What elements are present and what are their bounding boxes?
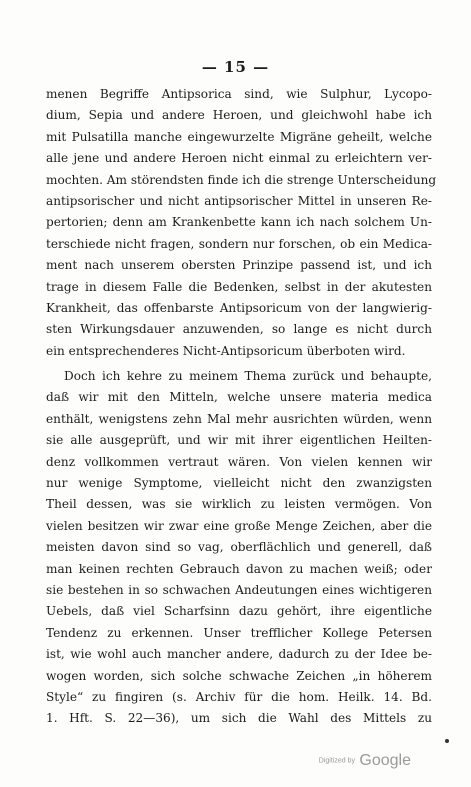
text-line: 1. Hft. S. 22—36), um sich die Wahl des Mittels zu <box>46 711 432 726</box>
text-line: sie bestehen in so schwachen Andeutungen eines wichtigeren <box>46 582 432 597</box>
text-line: daß wir mit den Mitteln, welche unsere materia medica <box>46 390 432 405</box>
google-logo: Google <box>359 752 411 769</box>
ink-mark <box>445 739 449 743</box>
text-line: Tendenz zu erkennen. Unser trefflicher Kollege Petersen <box>46 625 432 640</box>
text-line: meisten davon sind so vag, oberflächlich und generell, daß <box>46 540 432 555</box>
text-line: ist, wie wohl auch mancher andere, dadurch zu der Idee be- <box>46 647 432 662</box>
text-line: vielen besitzen wir zwar eine große Menge Zeichen, aber die <box>46 518 432 533</box>
text-line: Uebels, daß viel Scharfsinn dazu gehört, ihre eigentliche <box>46 604 432 619</box>
text-line: Theil dessen, was sie wirklich zu leisten vermögen. Von <box>46 497 432 512</box>
text-line: Krankheit, das offenbarste Antipsoricum von der langwierig- <box>46 300 432 315</box>
text-line: sten Wirkungsdauer anzuwenden, so lange es nicht durch <box>46 322 432 337</box>
text-line: ein entsprechenderes Nicht-Antipsoricum überboten wird. <box>46 343 406 358</box>
page-number: — 15 — <box>201 58 270 76</box>
text-line: enthält, wenigstens zehn Mal mehr ausrichten würden, wenn <box>46 411 432 426</box>
text-line: ment nach unserem obersten Prinzipe passend ist, und ich <box>46 258 432 273</box>
text-line: pertorien; denn am Krankenbette kann ich nach solchem Un- <box>46 215 432 230</box>
text-line: sie alle ausgeprüft, und wir mit ihrer eigentlichen Heilten- <box>46 433 432 448</box>
page-body <box>46 84 437 730</box>
text-line: denz vollkommen vertraut wären. Von vielen kennen wir <box>46 454 432 469</box>
text-line: menen Begriffe Antipsorica sind, wie Sulphur, Lycopo- <box>46 87 432 101</box>
text-line: man keinen rechten Gebrauch davon zu machen weiß; oder <box>46 561 432 576</box>
text-line: Doch ich kehre zu meinem Thema zurück und behaupte, <box>64 369 432 384</box>
text-line: dium, Sepia und andere Heroen, und gleichwohl habe ich <box>46 108 432 123</box>
text-line: Style“ zu fingiren (s. Archiv für die hom. Heilk. 14. Bd. <box>46 689 432 704</box>
paragraph-2 <box>46 366 432 730</box>
text-line: terschiede nicht fragen, sondern nur forschen, ob ein Medica- <box>46 236 432 251</box>
text-line: antipsorischer und nicht antipsorischer Mittel in unseren Re- <box>46 193 432 208</box>
paragraph-1 <box>46 84 437 362</box>
text-line: wogen worden, sich solche schwache Zeichen „in höherem <box>46 668 432 683</box>
text-line: mochten. Am störendsten finde ich die strenge Unterscheidung <box>46 172 437 187</box>
text-line: nur wenige Symptome, vielleicht nicht den zwanzigsten <box>46 476 432 491</box>
text-line: trage in diesem Falle die Bedenken, selbst in der akutesten <box>46 279 432 294</box>
watermark-label: Digitized by <box>318 757 355 765</box>
text-line: alle jene und andere Heroen nicht einmal zu erleichtern ver- <box>46 151 432 166</box>
text-line: mit Pulsatilla manche eingewurzelte Migräne geheilt, welche <box>46 129 432 144</box>
digitized-watermark <box>319 752 411 770</box>
